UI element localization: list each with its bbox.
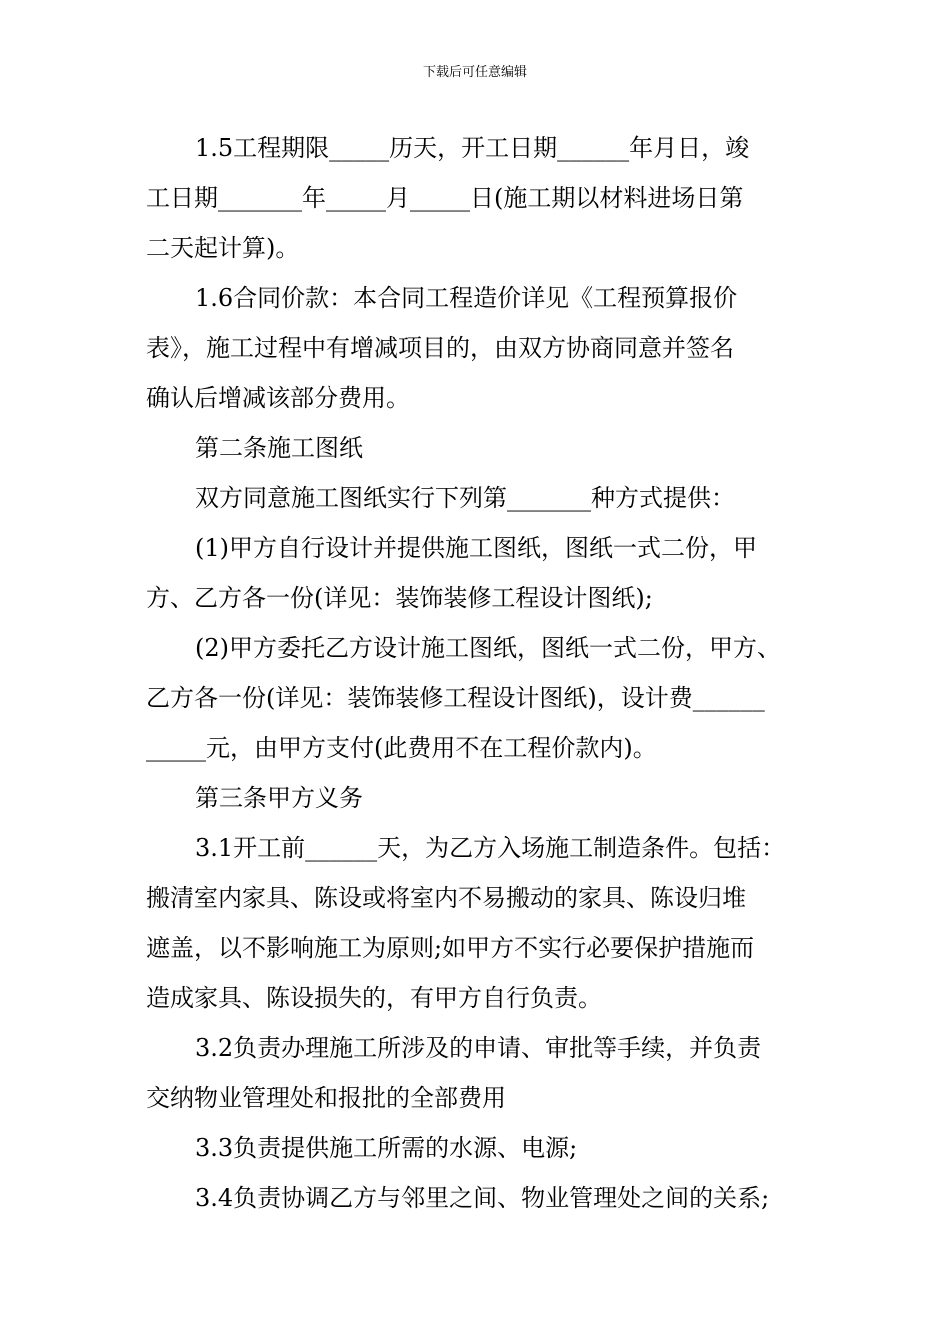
text-line: 3.4负责协调乙方与邻里之间、物业管理处之间的关系; xyxy=(195,1184,770,1212)
text-line: _____元，由甲方支付(此费用不在工程价款内)。 xyxy=(146,734,657,762)
text-line: 遮盖，以不影响施工为原则;如甲方不实行必要保护措施而 xyxy=(146,934,755,962)
text-line: 交纳物业管理处和报批的全部费用 xyxy=(146,1084,506,1112)
text-line: 1.5工程期限_____历天，开工日期______年月日，竣 xyxy=(195,134,750,162)
text-line: 方、乙方各一份(详见：装饰装修工程设计图纸); xyxy=(146,584,653,612)
text-line: 确认后增减该部分费用。 xyxy=(146,384,410,412)
text-line: 双方同意施工图纸实行下列第_______种方式提供： xyxy=(195,484,735,512)
text-line: 二天起计算)。 xyxy=(146,234,300,262)
section-heading: 第三条甲方义务 xyxy=(195,784,363,812)
page-header: 下载后可任意编辑 xyxy=(422,65,527,80)
text-line: 3.2负责办理施工所涉及的申请、审批等手续，并负责 xyxy=(195,1034,762,1062)
section-heading: 第二条施工图纸 xyxy=(195,434,363,462)
text-line: 造成家具、陈设损失的，有甲方自行负责。 xyxy=(146,984,602,1012)
text-line: 1.6合同价款：本合同工程造价详见《工程预算报价 xyxy=(195,284,738,312)
text-line: 搬清室内家具、陈设或将室内不易搬动的家具、陈设归堆 xyxy=(146,884,746,912)
text-line: 工日期_______年_____月_____日(施工期以材料进场日第 xyxy=(146,184,744,212)
text-line: (1)甲方自行设计并提供施工图纸，图纸一式二份，甲 xyxy=(195,534,757,562)
text-line: 表》，施工过程中有增减项目的，由双方协商同意并签名 xyxy=(146,334,734,362)
text-line: 乙方各一份(详见：装饰装修工程设计图纸)，设计费______ xyxy=(146,684,765,712)
text-line: 3.3负责提供施工所需的水源、电源; xyxy=(195,1134,578,1162)
text-line: 3.1开工前______天，为乙方入场施工制造条件。包括： xyxy=(195,834,786,862)
text-line: (2)甲方委托乙方设计施工图纸，图纸一式二份，甲方、 xyxy=(195,634,781,662)
